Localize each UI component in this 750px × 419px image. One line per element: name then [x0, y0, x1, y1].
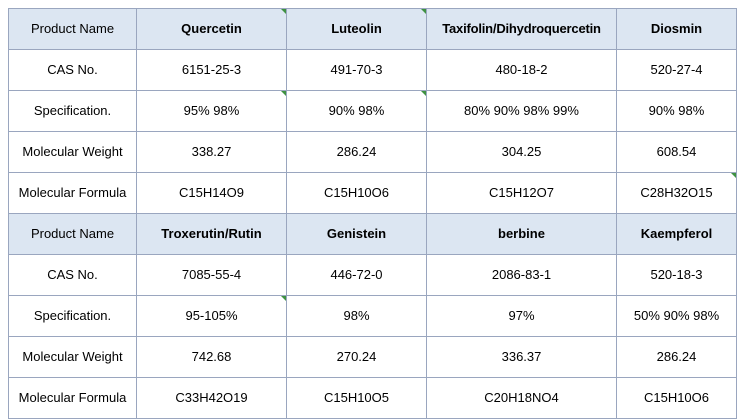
row-label-cell[interactable]: Molecular Formula: [9, 173, 137, 214]
table-cell[interactable]: 90% 98%: [287, 91, 427, 132]
table-cell[interactable]: 480-18-2: [427, 50, 617, 91]
row-label-cell[interactable]: CAS No.: [9, 255, 137, 296]
table-row: [9, 132, 737, 173]
comment-marker-icon: [281, 296, 286, 301]
comment-marker-icon: [421, 91, 426, 96]
table-cell[interactable]: Genistein: [287, 214, 427, 255]
comment-marker-icon: [731, 173, 736, 178]
table-cell[interactable]: 520-18-3: [617, 255, 737, 296]
row-label-cell[interactable]: Specification.: [9, 91, 137, 132]
table-cell[interactable]: 90% 98%: [617, 91, 737, 132]
table-cell[interactable]: 286.24: [617, 337, 737, 378]
table-body: [9, 9, 737, 419]
table-cell[interactable]: 6151-25-3: [137, 50, 287, 91]
table-row: [9, 378, 737, 419]
table-cell[interactable]: C15H10O6: [287, 173, 427, 214]
table-cell[interactable]: C28H32O15: [617, 173, 737, 214]
table-cell[interactable]: Quercetin: [137, 9, 287, 50]
table-cell[interactable]: 742.68: [137, 337, 287, 378]
table-cell[interactable]: 50% 90% 98%: [617, 296, 737, 337]
table-row: [9, 296, 737, 337]
table-row: [9, 173, 737, 214]
row-label-cell[interactable]: Specification.: [9, 296, 137, 337]
table-cell[interactable]: 80% 90% 98% 99%: [427, 91, 617, 132]
table-cell[interactable]: berbine: [427, 214, 617, 255]
comment-marker-icon: [281, 9, 286, 14]
table-cell[interactable]: 286.24: [287, 132, 427, 173]
table-cell[interactable]: 98%: [287, 296, 427, 337]
spreadsheet-sheet: [0, 8, 750, 408]
table-cell[interactable]: 608.54: [617, 132, 737, 173]
table-row: [9, 9, 737, 50]
row-label-cell[interactable]: Molecular Weight: [9, 132, 137, 173]
table-row: [9, 337, 737, 378]
table-cell[interactable]: 95% 98%: [137, 91, 287, 132]
table-cell[interactable]: Taxifolin/Dihydroquercetin: [427, 9, 617, 50]
table-cell[interactable]: 270.24: [287, 337, 427, 378]
table-cell[interactable]: C20H18NO4: [427, 378, 617, 419]
table-cell[interactable]: 491-70-3: [287, 50, 427, 91]
table-cell[interactable]: 97%: [427, 296, 617, 337]
table-cell[interactable]: 446-72-0: [287, 255, 427, 296]
table-cell[interactable]: C15H12O7: [427, 173, 617, 214]
table-cell[interactable]: C15H14O9: [137, 173, 287, 214]
row-label-cell[interactable]: CAS No.: [9, 50, 137, 91]
table-cell[interactable]: 95-105%: [137, 296, 287, 337]
table-cell[interactable]: Luteolin: [287, 9, 427, 50]
product-specification-table: [8, 8, 737, 419]
row-label-cell[interactable]: Molecular Weight: [9, 337, 137, 378]
table-row: [9, 91, 737, 132]
table-cell[interactable]: C33H42O19: [137, 378, 287, 419]
comment-marker-icon: [421, 9, 426, 14]
table-cell[interactable]: Kaempferol: [617, 214, 737, 255]
table-cell[interactable]: Troxerutin/Rutin: [137, 214, 287, 255]
table-cell[interactable]: 304.25: [427, 132, 617, 173]
table-row: [9, 255, 737, 296]
row-label-cell[interactable]: Product Name: [9, 214, 137, 255]
table-cell[interactable]: 338.27: [137, 132, 287, 173]
table-cell[interactable]: C15H10O5: [287, 378, 427, 419]
table-cell[interactable]: Diosmin: [617, 9, 737, 50]
table-cell[interactable]: 520-27-4: [617, 50, 737, 91]
table-row: [9, 214, 737, 255]
comment-marker-icon: [281, 91, 286, 96]
table-cell[interactable]: 2086-83-1: [427, 255, 617, 296]
table-cell[interactable]: C15H10O6: [617, 378, 737, 419]
row-label-cell[interactable]: Product Name: [9, 9, 137, 50]
table-cell[interactable]: 7085-55-4: [137, 255, 287, 296]
table-row: [9, 50, 737, 91]
row-label-cell[interactable]: Molecular Formula: [9, 378, 137, 419]
table-cell[interactable]: 336.37: [427, 337, 617, 378]
